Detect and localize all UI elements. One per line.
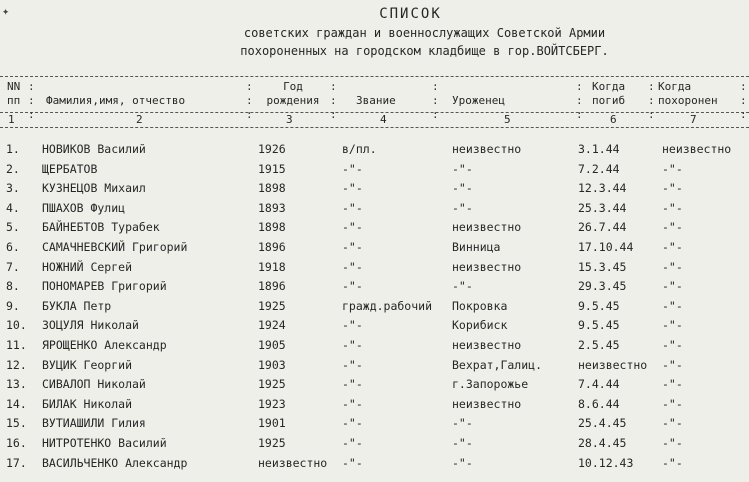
row-name: НИТРОТЕНКО Василий: [42, 436, 167, 450]
document-subtitle-line1: советских граждан и военнослужащих Советской Армии: [243, 26, 606, 40]
column-number: 3: [286, 113, 293, 126]
row-rank: гражд.рабочий: [342, 299, 433, 313]
row-rank: -"-: [342, 220, 363, 234]
row-death-date: 7.2.44: [578, 162, 620, 176]
row-birthplace: -"-: [452, 436, 473, 450]
row-birthplace: Корибиск: [452, 318, 508, 332]
row-name: ВУТИАШИЛИ Гилия: [42, 416, 146, 430]
row-number: 13.: [6, 377, 27, 391]
row-rank: -"-: [342, 377, 363, 391]
row-birth-year: 1918: [258, 260, 286, 274]
row-death-date: 8.6.44: [578, 397, 620, 411]
row-number: 3.: [6, 181, 20, 195]
row-birth-year: 1925: [258, 299, 286, 313]
row-burial-date: -"-: [662, 318, 683, 332]
row-burial-date: -"-: [662, 358, 683, 372]
header-separator: : : :: [432, 80, 439, 121]
row-burial-date: -"-: [662, 436, 683, 450]
row-name: БИЛАК Николай: [42, 397, 133, 411]
row-death-date: 3.1.44: [578, 142, 620, 156]
row-rank: -"-: [342, 201, 363, 215]
row-burial-date: -"-: [662, 338, 683, 352]
row-birth-year: 1898: [258, 220, 286, 234]
row-birth-year: 1926: [258, 142, 286, 156]
row-burial-date: -"-: [662, 397, 683, 411]
row-name: ПОНОМАРЕВ Григорий: [42, 279, 167, 293]
header-death: Когда погиб: [592, 80, 626, 107]
header-rank: Звание: [356, 94, 396, 107]
row-rank: -"-: [342, 240, 363, 254]
header-separator: : : :: [28, 80, 35, 121]
row-number: 12.: [6, 358, 27, 372]
row-birthplace: -"-: [452, 162, 473, 176]
row-burial-date: -"-: [662, 181, 683, 195]
header-separator: : : :: [246, 80, 253, 121]
row-birthplace: Покровка: [452, 299, 508, 313]
row-name: СИВАЛОП Николай: [42, 377, 146, 391]
row-name: БУКЛА Петр: [42, 299, 112, 313]
corner-plus-icon: ✦: [2, 4, 10, 18]
row-death-date: 15.3.45: [578, 260, 627, 274]
row-birthplace: -"-: [452, 416, 473, 430]
row-name: ВУЦИК Георгий: [42, 358, 133, 372]
row-burial-date: -"-: [662, 260, 683, 274]
row-death-date: 12.3.44: [578, 181, 627, 195]
row-birth-year: 1924: [258, 318, 286, 332]
row-burial-date: -"-: [662, 299, 683, 313]
row-name: ВАСИЛЬЧЕНКО Александр: [42, 456, 188, 470]
row-burial-date: -"-: [662, 456, 683, 470]
row-number: 10.: [6, 318, 27, 332]
row-name: БАЙНЕБТОВ Турабек: [42, 220, 160, 234]
column-number: 1: [8, 113, 15, 126]
row-death-date: 26.7.44: [578, 220, 627, 234]
header-separator: : : :: [330, 80, 337, 121]
row-birthplace: неизвестно: [452, 338, 522, 352]
row-birth-year: 1905: [258, 338, 286, 352]
row-burial-date: -"-: [662, 279, 683, 293]
row-number: 14.: [6, 397, 27, 411]
row-number: 11.: [6, 338, 27, 352]
header-top-rule: [0, 76, 749, 77]
row-rank: -"-: [342, 416, 363, 430]
column-number: 2: [136, 113, 143, 126]
row-burial-date: -"-: [662, 240, 683, 254]
row-birth-year: неизвестно: [258, 456, 328, 470]
row-birth-year: 1898: [258, 181, 286, 195]
row-name: ПШАХОВ Фулиц: [42, 201, 126, 215]
row-number: 9.: [6, 299, 20, 313]
row-birth-year: 1925: [258, 436, 286, 450]
column-number: 5: [504, 113, 511, 126]
row-number: 7.: [6, 260, 20, 274]
row-birthplace: -"-: [452, 201, 473, 215]
row-death-date: 9.5.45: [578, 299, 620, 313]
row-name: САМАЧНЕВСКИЙ Григорий: [42, 240, 188, 254]
row-number: 17.: [6, 456, 27, 470]
row-rank: -"-: [342, 279, 363, 293]
row-rank: -"-: [342, 260, 363, 274]
row-burial-date: неизвестно: [662, 142, 732, 156]
column-number: 6: [610, 113, 617, 126]
row-birth-year: 1923: [258, 397, 286, 411]
row-birthplace: неизвестно: [452, 260, 522, 274]
row-number: 16.: [6, 436, 27, 450]
row-rank: -"-: [342, 358, 363, 372]
row-rank: -"-: [342, 162, 363, 176]
row-death-date: 28.4.45: [578, 436, 627, 450]
row-rank: -"-: [342, 338, 363, 352]
header-name: Фамилия,имя, отчество: [46, 94, 186, 107]
row-birthplace: Винница: [452, 240, 501, 254]
document-subtitle-line2: похороненных на городском кладбище в гор.ВОЙТСБЕРГ.: [240, 44, 609, 58]
row-birth-year: 1893: [258, 201, 286, 215]
row-number: 5.: [6, 220, 20, 234]
row-number: 2.: [6, 162, 20, 176]
row-burial-date: -"-: [662, 377, 683, 391]
row-death-date: 25.4.45: [578, 416, 627, 430]
row-name: ЯРОЩЕНКО Александр: [42, 338, 167, 352]
header-bottom-rule: [0, 127, 749, 128]
row-burial-date: -"-: [662, 220, 683, 234]
row-burial-date: -"-: [662, 416, 683, 430]
row-birthplace: -"-: [452, 279, 473, 293]
row-birthplace: неизвестно: [452, 220, 522, 234]
row-birth-year: 1901: [258, 416, 286, 430]
row-death-date: 25.3.44: [578, 201, 627, 215]
column-number: 4: [380, 113, 387, 126]
row-death-date: 9.5.45: [578, 318, 620, 332]
row-death-date: 17.10.44: [578, 240, 634, 254]
row-name: НОЖНИЙ Сергей: [42, 260, 133, 274]
row-birth-year: 1925: [258, 377, 286, 391]
row-name: ЗОЦУЛЯ Николай: [42, 318, 139, 332]
row-burial-date: -"-: [662, 201, 683, 215]
row-birthplace: г.Запорожье: [452, 377, 529, 391]
row-death-date: 7.4.44: [578, 377, 620, 391]
row-rank: -"-: [342, 456, 363, 470]
row-name: КУЗНЕЦОВ Михаил: [42, 181, 146, 195]
row-rank: -"-: [342, 318, 363, 332]
header-year: Год рождения: [266, 80, 320, 107]
row-birth-year: 1896: [258, 240, 286, 254]
document-title: СПИСОК: [379, 6, 442, 22]
column-number: 7: [690, 113, 697, 126]
row-rank: -"-: [342, 397, 363, 411]
row-birthplace: неизвестно: [452, 397, 522, 411]
row-birth-year: 1896: [258, 279, 286, 293]
row-burial-date: -"-: [662, 162, 683, 176]
row-rank: в/пл.: [342, 142, 377, 156]
row-death-date: 29.3.45: [578, 279, 627, 293]
header-buried: Когда похоронен: [658, 80, 718, 107]
header-mid-rule: [0, 112, 749, 113]
row-rank: -"-: [342, 436, 363, 450]
row-number: 6.: [6, 240, 20, 254]
header-place: Уроженец: [452, 94, 505, 107]
row-number: 4.: [6, 201, 20, 215]
row-death-date: 10.12.43: [578, 456, 634, 470]
row-birthplace: Вехрат,Галиц.: [452, 358, 543, 372]
header-num: NN пп: [7, 80, 21, 107]
row-number: 8.: [6, 279, 20, 293]
header-separator: : : :: [740, 80, 747, 121]
row-number: 1.: [6, 142, 20, 156]
row-birthplace: -"-: [452, 181, 473, 195]
row-death-date: неизвестно: [578, 358, 648, 372]
row-birthplace: -"-: [452, 456, 473, 470]
header-separator: : : :: [648, 80, 655, 121]
row-death-date: 2.5.45: [578, 338, 620, 352]
header-separator: : : :: [576, 80, 583, 121]
row-birth-year: 1903: [258, 358, 286, 372]
row-number: 15.: [6, 416, 27, 430]
row-name: ЩЕРБАТОВ: [42, 162, 98, 176]
row-birthplace: неизвестно: [452, 142, 522, 156]
row-rank: -"-: [342, 181, 363, 195]
row-name: НОВИКОВ Василий: [42, 142, 146, 156]
row-birth-year: 1915: [258, 162, 286, 176]
